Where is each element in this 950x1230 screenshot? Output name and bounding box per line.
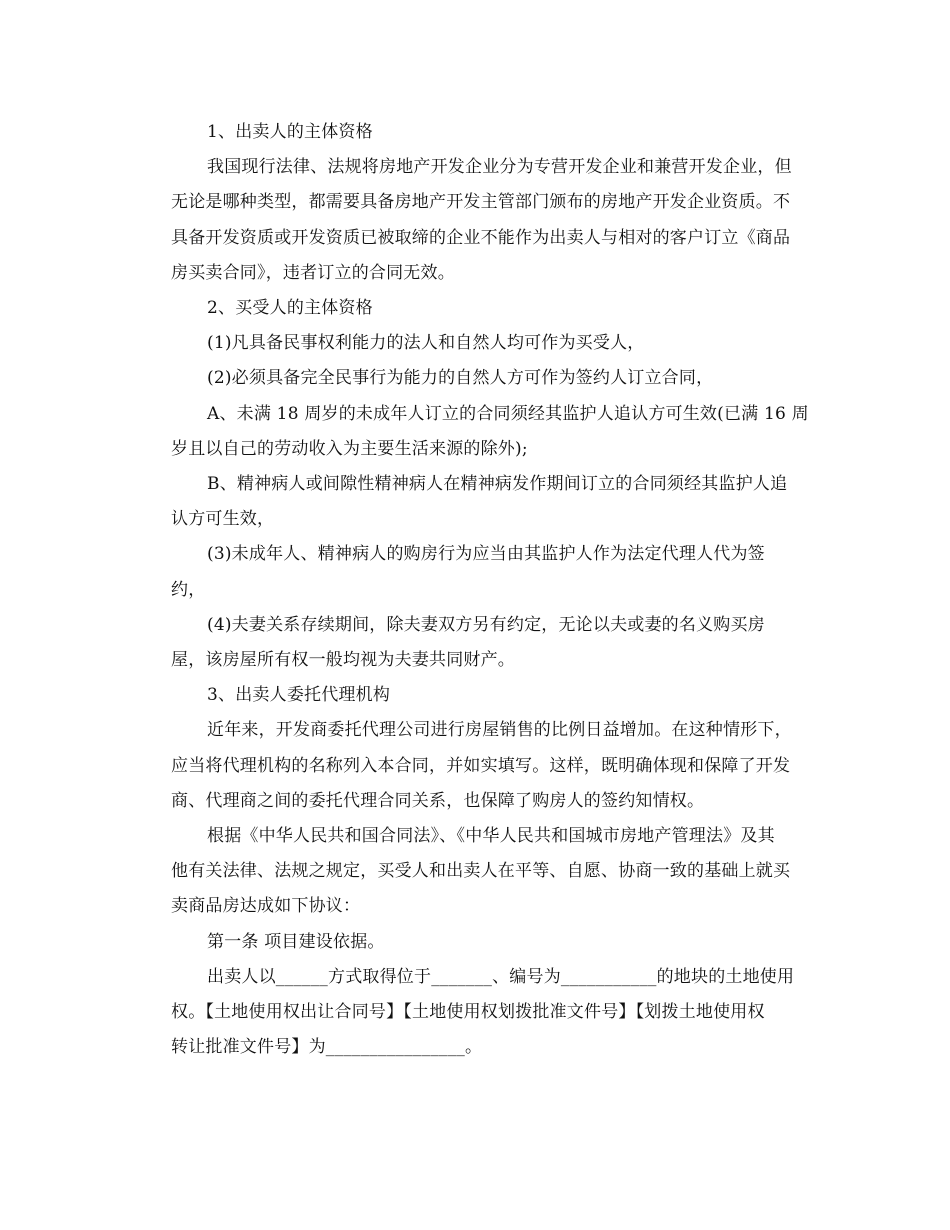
text-line: 无论是哪种类型，都需要具备房地产开发主管部门颁布的房地产开发企业资质。不 <box>171 192 791 213</box>
text-line: 具备开发资质或开发资质已被取缔的企业不能作为出卖人与相对的客户订立《商品 <box>171 227 791 248</box>
paragraph-land-use-right <box>137 960 813 1066</box>
text-line: 1、出卖人的主体资格 <box>207 122 373 142</box>
paragraph-legal-basis <box>137 819 813 925</box>
text-line: 近年来，开发商委托代理公司进行房屋销售的比例日益增加。在这种情形下， <box>207 720 792 741</box>
paragraph-agency <box>137 713 813 819</box>
text-line: A、未满 18 周岁的未成年人订立的合同须经其监护人追认方可生效(已满 16 周 <box>207 403 809 424</box>
document-body <box>137 115 813 1065</box>
text-line: 岁且以自己的劳动收入为主要生活来源的除外); <box>171 438 528 459</box>
text-line: 屋，该房屋所有权一般均视为夫妻共同财产。 <box>171 650 515 671</box>
text-line: B、精神病人或间隙性精神病人在精神病发作期间订立的合同须经其监护人追 <box>207 474 788 495</box>
text-line: (1)凡具备民事权利能力的法人和自然人均可作为买受人， <box>207 333 645 354</box>
section-heading-seller-qualification <box>137 115 813 150</box>
text-line: 应当将代理机构的名称列入本合同，并如实填写。这样，既明确体现和保障了开发 <box>171 755 791 776</box>
paragraph-buyer-item-2 <box>137 361 813 396</box>
text-line: 认方可生效， <box>171 509 275 530</box>
section-heading-agency <box>137 678 813 713</box>
paragraph-buyer-item-3 <box>137 537 813 607</box>
text-line: (2)必须具备完全民事行为能力的自然人方可作为签约人订立合同， <box>207 368 714 389</box>
text-line: (4)夫妻关系存续期间，除夫妻双方另有约定，无论以夫或妻的名义购买房 <box>207 614 765 635</box>
paragraph-buyer-item-b <box>137 467 813 537</box>
text-line: 卖商品房达成如下协议： <box>171 896 361 917</box>
text-line: 根据《中华人民共和国合同法》、《中华人民共和国城市房地产管理法》及其 <box>207 826 775 847</box>
text-line: (3)未成年人、精神病人的购房行为应当由其监护人作为法定代理人代为签 <box>207 544 765 565</box>
article-one-heading <box>137 925 813 960</box>
text-line: 转让批准文件号】为________________。 <box>171 1037 483 1058</box>
text-line: 商、代理商之间的委托代理合同关系，也保障了购房人的签约知情权。 <box>171 790 705 811</box>
section-heading-buyer-qualification <box>137 291 813 326</box>
text-line: 房买卖合同》，违者订立的合同无效。 <box>171 262 455 283</box>
text-line: 出卖人以______方式取得位于_______、编号为___________的地块的土地使用 <box>207 966 795 987</box>
text-line: 他有关法律、法规之规定，买受人和出卖人在平等、自愿、协商一致的基础上就买 <box>171 861 791 882</box>
text-line: 约， <box>171 579 206 600</box>
paragraph-buyer-item-1 <box>137 326 813 361</box>
text-line: 2、买受人的主体资格 <box>207 298 373 319</box>
text-line: 我国现行法律、法规将房地产开发企业分为专营开发企业和兼营开发企业，但 <box>207 157 792 178</box>
text-line: 3、出卖人委托代理机构 <box>207 685 391 706</box>
paragraph-buyer-item-a <box>137 397 813 467</box>
paragraph-buyer-item-4 <box>137 608 813 678</box>
text-line: 第一条 项目建设依据。 <box>207 931 385 952</box>
paragraph-seller-qualification <box>137 150 813 291</box>
text-line: 权。【土地使用权出让合同号】【土地使用权划拨批准文件号】【划拨土地使用权 <box>171 1002 765 1023</box>
